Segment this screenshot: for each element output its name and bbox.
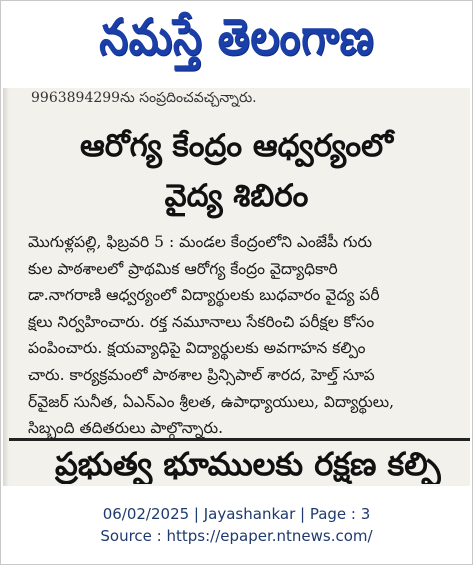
article-body-line: కుల పాఠశాలలో ప్రాథమిక ఆరోగ్య కేంద్రం వైద్యాధికారి (28, 259, 338, 278)
newspaper-masthead (0, 0, 473, 86)
clipping-source-link[interactable]: Source : https://epaper.ntnews.com/ (100, 527, 373, 545)
article-headline-line-1: ఆరోగ్య కేంద్రం ఆధ్వర్యంలో (80, 128, 393, 164)
article-headline-line-2: వైద్య శిబిరం (164, 178, 309, 214)
article-body-line: పంపించారు. క్షయవ్యాధిపై విద్యార్థులకు అవగాహన కల్పిం (28, 339, 366, 358)
article-body-line: ర్‌వైజర్ సునీత, ఏఎన్‌ఎం శ్రీలత, ఉపాధ్యాయులు, విద్యార్థులు, (28, 392, 395, 411)
clipping-date-edition-page: 06/02/2025 | Jayashankar | Page : 3 (102, 505, 371, 523)
article-body-line: చారు. కార్యక్రమంలో పాఠశాల ప్రిన్సిపాల్ శారద, హెల్త్ సూప (28, 365, 375, 384)
news-clipping (3, 88, 470, 486)
masthead-logo-text: నమస్తే తెలంగాణ (98, 7, 375, 66)
next-article-headline-cut: ప్రభుత్వ భూములకు రక్షణ కల్పి (55, 445, 441, 483)
article-body-line: మొగుళ్లపల్లి, ఫిబ్రవరి 5 : మండల కేంద్రంలోని ఎంజేపీ గురు (28, 233, 372, 251)
previous-article-cut-line: 9963894299ను సంప్రదించవచ్చన్నారు. (31, 90, 257, 106)
article-body-line: క్షలు నిర్వహించారు. రక్త నమూనాలు సేకరించి పరీక్షల కోసం (28, 312, 375, 331)
article-body (28, 229, 466, 442)
article-body-line: సిబ్బంది తదితరులు పాల్గొన్నారు. (28, 419, 224, 438)
article-divider-rule (9, 438, 470, 441)
article-body-line: డా.నాగరాణి ఆధ్వర్యంలో విద్యార్థులకు బుధవారం వైద్య పరీ (28, 286, 380, 305)
